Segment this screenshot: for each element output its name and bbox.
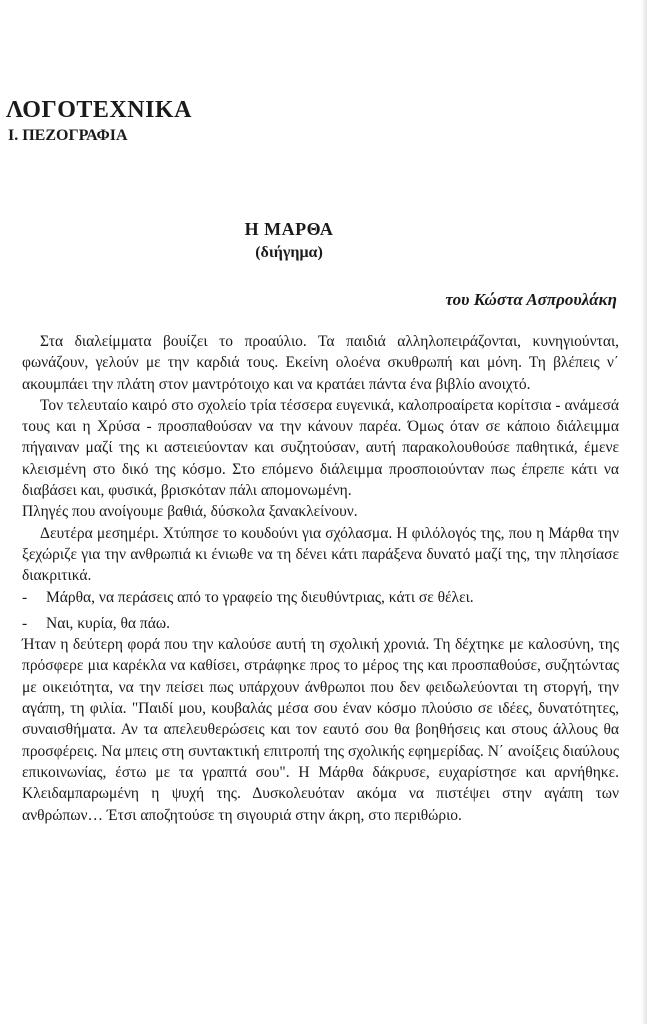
dialogue-text: Μάρθα, να περάσεις από το γραφείο της διευθύντριας, κάτι σε θέλει. [46, 588, 474, 606]
dialogue-line-1 [22, 587, 619, 608]
dialogue-dash: - [22, 614, 28, 632]
paragraph-3: Πληγές που ανοίγουμε βαθιά, δύσκολα ξανακλείνουν. [22, 503, 358, 521]
dialogue-text: Ναι, κυρία, θα πάω. [46, 614, 170, 632]
paragraph-5: Ήταν η δεύτερη φορά που την καλούσε αυτή τη σχολική χρονιά. Τη δέχτηκε με καλοσύνη, της πρόσφερε μια καρέκλα να καθίσει, στράφηκε προς το μέρος της και προσπαθούσε, συζητώντας με οικειότητα, να την πείσει πως υπάρχουν άνθρωποι που δεν φειδωλεύονται τη στοργή, την αγάπη, τη φιλία. "Παιδί μου, κουβαλάς μέσα σου έναν κόσμο πλούσιο σε ιδέες, δυνατότητες, συναισθήματα. Αν τα απελευθερώσεις και τον εαυτό σου θα βοηθήσεις και στους άλλους θα προσφέρεις. Να μπεις στη συντακτική επιτροπή της σχολικής εφημερίδας. Ν΄ ανοίξεις διαύλους επικοινωνίας, έστω με τα γραπτά σου". Η Μάρθα δάκρυσε, ευχαρίστησε και αρνήθηκε. Κλειδαμπαρωμένη η ψυχή της. Δυσκολευόταν ακόμα να πιστέψει στην αγάπη των ανθρώπων… Έτσι αποζητούσε τη σιγουριά στην άκρη, στο περιθώριο. [22, 636, 619, 824]
story-genre: (διήγημα) [255, 244, 323, 261]
dialogue-dash: - [22, 588, 28, 606]
story-title: Η ΜΑΡΘΑ [244, 219, 334, 239]
paragraph-1: Στα διαλείμματα βουίζει το προαύλιο. Τα παιδιά αλληλοπειράζονται, κυνηγιούνται, φωνάζουν, γελούν με την καρδιά τους. Εκείνη ολοένα σκυθρωπή και μόνη. Τη βλέπεις ν΄ ακουμπάει την πλάτη στον μαντρότοιχο και να κρατάει πάντα ένα βιβλίο ανοιχτό. [22, 333, 619, 393]
section-title: ΛΟΓΟΤΕΧΝΙΚΑ [6, 97, 192, 123]
paragraph-2: Τον τελευταίο καιρό στο σχολείο τρία τέσσερα ευγενικά, καλοπροαίρετα κορίτσια - ανάμεσά τους και η Χρύσα - προσπαθούσαν να την κάνουν παρέα. Όμως όταν σε κάποιο διάλειμμα πήγαιναν μαζί της κι αστειεύονταν και συζητούσαν, αυτή παρακολουθούσε παθητικά, έμενε κλεισμένη στο δικό της κόσμο. Στο επόμενο διάλειμμα προσποιούνταν πως έπρεπε κάτι να διαβάσει και, φυσικά, βρισκόταν πάλι απομονωμένη. [22, 396, 619, 500]
page-edge-shadow [641, 0, 647, 1024]
section-subtitle: I. ΠΕΖΟΓΡΑΦΙΑ [8, 127, 128, 144]
story-body [22, 331, 619, 826]
dialogue-line-2 [22, 613, 619, 634]
story-author: του Κώστα Ασπρουλάκη [445, 290, 617, 309]
paragraph-4: Δευτέρα μεσημέρι. Χτύπησε το κουδούνι για σχόλασμα. Η φιλόλογός της, που η Μάρθα την ξεχώριζε για την ανθρωπιά κι ένιωθε να τη δένει κάτι παράξενα δυνατό μαζί της, την πλησίασε διακριτικά. [22, 524, 619, 585]
